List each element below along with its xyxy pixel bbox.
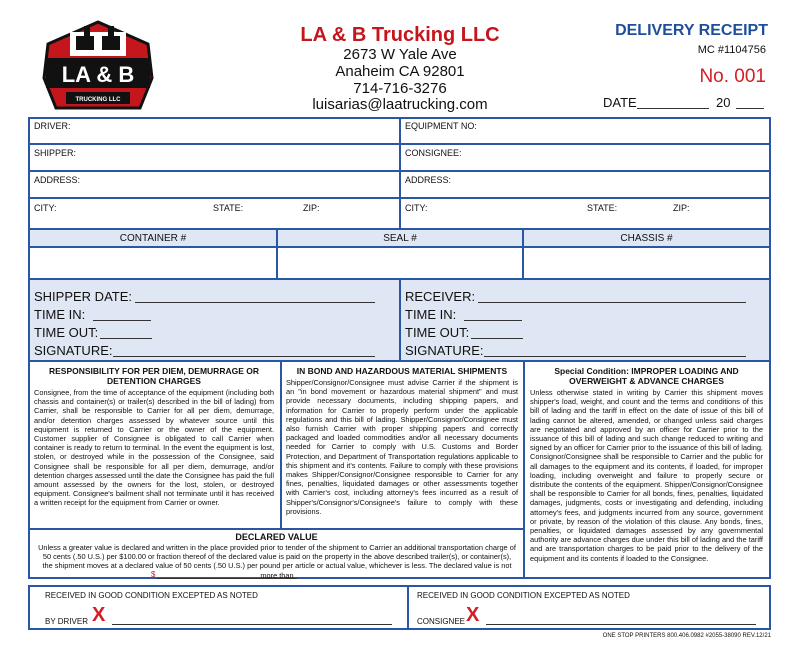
time-in-field[interactable] <box>93 320 151 321</box>
time-out-field[interactable] <box>100 338 152 339</box>
date-label: DATE <box>603 95 637 110</box>
declared-dollar-sign: $ <box>151 570 156 579</box>
consignee-state-label: STATE: <box>587 203 618 213</box>
shipper-city-label: CITY: <box>34 203 57 213</box>
logo-text: LA & B <box>61 62 135 87</box>
declared-value-title: DECLARED VALUE <box>235 532 318 542</box>
date-field[interactable] <box>637 108 709 109</box>
signature-label: SIGNATURE: <box>34 343 113 358</box>
receiver-time-in-field[interactable] <box>464 320 522 321</box>
receipt-number: No. 001 <box>699 66 766 87</box>
receiver-signature-field[interactable] <box>484 356 746 357</box>
shipper-address-label: ADDRESS: <box>34 175 81 185</box>
container-header: CONTAINER # <box>119 233 187 244</box>
consignee-received-text: RECEIVED IN GOOD CONDITION EXCEPTED AS NOTED <box>417 591 630 600</box>
chassis-field[interactable] <box>524 248 769 277</box>
consignee-sign-mark: X <box>466 604 480 626</box>
shipper-state-label: STATE: <box>213 203 244 213</box>
date-year-label: 20 <box>716 95 731 110</box>
seal-field[interactable] <box>278 248 522 277</box>
receiver-time-in-label: TIME IN: <box>405 307 457 322</box>
shipper-date-label: SHIPPER DATE: <box>34 289 133 304</box>
receipt-title: DELIVERY RECEIPT <box>615 22 768 39</box>
company-address-line2: Anaheim CA 92801 <box>335 63 465 80</box>
shipper-zip-label: ZIP: <box>303 203 320 213</box>
container-field[interactable] <box>30 248 276 277</box>
in-bond-text: Shipper/Consignor/Consignee must advise Carrier if the shipment is an "in bond movement or hazardous material shipment" and must provide necessary documents, including shipping papers, and information for Carrier to properly perform under the applicable regulations and this bill of lading. Shipper/Consignor/Consignee must also furnish Carrier with proper shipping papers and correctly packaged and loaded commodities and/or all necessary documents needed for Carrier to comply with U.S. Customs and Border Protection, and Department of Transportation regulations applicable to this shipment and it's contents. Failure to comply with these provisions makes Shipper/Consignor/Consignee responsible to Carrier for any fines, penalties, liquidated damages or other assessments together with Carrier's cost, including attorney's fees incurred as a result of Shipper's/Consignor's/Consignee's failure to comply with these provisions. <box>286 378 518 516</box>
receiver-time-out-field[interactable] <box>471 338 523 339</box>
consignee-label: CONSIGNEE: <box>405 148 462 158</box>
shipper-label: SHIPPER: <box>34 148 77 158</box>
company-phone: 714-716-3276 <box>353 80 447 97</box>
mc-number: MC #1104756 <box>697 44 766 56</box>
driver-received-text: RECEIVED IN GOOD CONDITION EXCEPTED AS NOTED <box>45 591 258 600</box>
consignee-zip-label: ZIP: <box>673 203 690 213</box>
special-condition-text: Unless otherwise stated in writing by Carrier this shipment moves shipper's load, weight, and count and the terms and conditions of this bill of lading and the tariff in effect on the date of issue of this bill of lading cannot be altered, amended, or changed unless said charges are negotiated and approved by an officer for Carrier prior to the issuance of this bill of lading and such change reduced to writing and signed by an officer for Carrier prior to the issuance of this bill of lading. Consignor/Consignee shall be responsible to Carrier and the public for all damages to the equipment and its contents, if loaded, for improper loading, including overweight and failure to properly secure or distribute the contents of the equipment. Shipper/Consignor/Consignee shall be responsible to Carrier for all bonds, fines, penalties, liquidated damages, judgments, costs or investigating and defending, including attorney's fees, and judgments incurred from any source, government or private, by reason of the violation of this clause. Any bonds, fines, penalties, or liquidated damages assessed by any governmental authority are advance charges due under this bill of lading and the tariff and are transportation charges to be paid prior to the delivery of the equipment and its contents if loaded to the Consignee. <box>530 388 763 563</box>
chassis-header: CHASSIS # <box>620 233 673 244</box>
receiver-signature-label: SIGNATURE: <box>405 343 484 358</box>
company-email: luisarias@laatrucking.com <box>312 96 488 113</box>
special-condition-title: Special Condition: IMPROPER LOADING AND OVERWEIGHT & ADVANCE CHARGES <box>554 366 739 386</box>
time-in-label: TIME IN: <box>34 307 86 322</box>
driver-label: DRIVER: <box>34 121 71 131</box>
by-driver-label: BY DRIVER <box>45 617 88 626</box>
printer-footer: ONE STOP PRINTERS 800.406.0982 #2055-38090 REV.12/21 <box>602 633 771 639</box>
driver-sign-mark: X <box>92 604 106 626</box>
in-bond-title: IN BOND AND HAZARDOUS MATERIAL SHIPMENTS <box>296 366 508 376</box>
shipper-date-field[interactable] <box>135 302 375 303</box>
consignee-signature-field[interactable] <box>486 624 756 625</box>
consignee-city-label: CITY: <box>405 203 428 213</box>
company-logo <box>28 20 168 116</box>
receiver-label: RECEIVER: <box>405 289 476 304</box>
declared-value-field[interactable] <box>157 578 297 579</box>
logo-subtext: TRUCKING LLC <box>75 97 121 103</box>
company-name: LA & B Trucking LLC <box>300 24 500 46</box>
per-diem-title: RESPONSIBILITY FOR PER DIEM, DEMURRAGE OR DETENTION CHARGES <box>48 366 259 386</box>
per-diem-text: Consignee, from the time of acceptance of the equipment (including both chassis and container(s) or trailer(s) described in the bill of lading) from Carrier, shall be responsible to Carrier for all per diem, demurrage, and/or detention charges assessed by whatever source until this equipment is returned to Carrier or the owner of the equipment. Customer supplier of Consignee is obligated to call Carrier when container is ready to return to terminal. In the event the equipment is lost, stolen, or destroyed while in the possession of the Consignee, said Consignee shall be responsible for all per diem, demurrage, and/or detention charges assessed until the date the Consignee has paid the full amount assessed by the owners for the lost, stolen, or destroyed equipment. Consignee's bailment shall not terminate until it has received a written receipt for the equipment from Carrier or owner. <box>34 388 274 508</box>
receiver-field[interactable] <box>478 302 746 303</box>
shipper-signature-field[interactable] <box>113 356 375 357</box>
equipment-label: EQUIPMENT NO: <box>405 121 477 131</box>
declared-value-text: Unless a greater value is declared and written in the place provided prior to tender of the shipment to Carrier an additional transportation charge of 50 cents (.50 U.S.) per $100.00 or fraction thereof of the declared value is paid on the property in the above described trailer(s), or container(s), the shipment moves at a declared value of 50 cents (.50 U.S.) per pound per article or actual value, whichever is less. The declared value is not more than <box>38 543 516 580</box>
time-out-label: TIME OUT: <box>34 325 99 340</box>
consignee-address-label: ADDRESS: <box>405 175 452 185</box>
driver-signature-field[interactable] <box>112 624 392 625</box>
seal-header: SEAL # <box>383 233 417 244</box>
receiver-time-out-label: TIME OUT: <box>405 325 470 340</box>
consignee-sign-label: CONSIGNEE <box>417 617 466 626</box>
date-year-field[interactable] <box>736 108 764 109</box>
company-address-line1: 2673 W Yale Ave <box>343 46 457 63</box>
